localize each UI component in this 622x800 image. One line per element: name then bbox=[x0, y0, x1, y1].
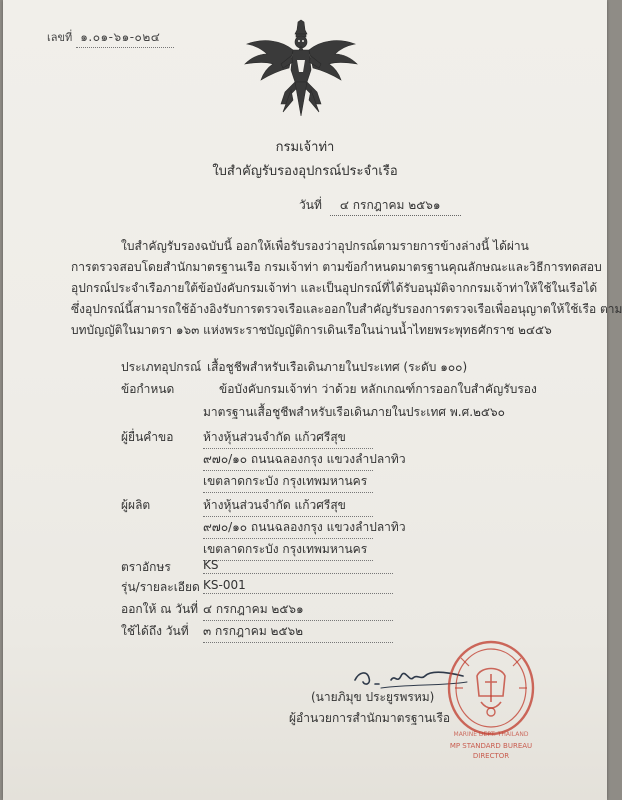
issued-date-value: ๔ กรกฎาคม ๒๕๖๑ bbox=[203, 600, 393, 621]
applicant-line-3: เขตลาดกระบัง กรุงเทพมหานคร bbox=[203, 472, 373, 493]
regulation-line-2: มาตรฐานเสื้อชูชีพสำหรับเรือเดินภายในประเทศ พ.ศ.๒๕๖๐ bbox=[203, 405, 505, 419]
applicant-label: ผู้ยื่นคำขอ bbox=[121, 430, 174, 444]
document-number-label: เลขที่ bbox=[47, 31, 73, 44]
garuda-emblem-icon bbox=[241, 20, 361, 120]
department-name: กรมเจ้าท่า bbox=[275, 140, 335, 155]
applicant-line-1: ห้างหุ้นส่วนจำกัด แก้วศรีสุข bbox=[203, 428, 373, 449]
valid-until-value: ๓ กรกฎาคม ๒๕๖๒ bbox=[203, 622, 393, 643]
signer-position: ผู้อำนวยการสำนักมาตรฐานเรือ bbox=[289, 711, 451, 725]
signer-name: (นายภิมุข ประยูรพรหม) bbox=[311, 690, 435, 704]
seal-bureau-text: MP STANDARD BUREAU bbox=[449, 742, 533, 750]
regulation-label: ข้อกำหนด bbox=[121, 382, 175, 396]
applicant-line-2: ๙๗๐/๑๐ ถนนฉลองกรุง แขวงลำปลาทิว bbox=[203, 450, 373, 471]
certificate-title: ใบสำคัญรับรองอุปกรณ์ประจำเรือ bbox=[212, 164, 398, 179]
brand-label: ตราอักษร bbox=[121, 560, 171, 574]
model-value: KS-001 bbox=[203, 578, 393, 594]
manufacturer-line-2: ๙๗๐/๑๐ ถนนฉลองกรุง แขวงลำปลาทิว bbox=[203, 518, 373, 539]
equipment-type-value: เสื้อชูชีพสำหรับเรือเดินภายในประเทศ (ระดับ ๑๐๐) bbox=[207, 360, 468, 374]
document-number bbox=[47, 28, 174, 48]
regulation-line-1: ข้อบังคับกรมเจ้าท่า ว่าด้วย หลักเกณฑ์การออกใบสำคัญรับรอง bbox=[219, 382, 537, 396]
body-line: ซึ่งอุปกรณ์นี้สามารถใช้อ้างอิงรับการตรวจเรือและออกใบสำคัญรับรองการตรวจเรือเพื่ออนุญาตให้ใช้เรือ ตาม bbox=[71, 302, 622, 316]
marine-department-seal-icon bbox=[441, 636, 541, 764]
manufacturer-line-1: ห้างหุ้นส่วนจำกัด แก้วศรีสุข bbox=[203, 496, 373, 517]
issued-date-label: ออกให้ ณ วันที่ bbox=[121, 602, 199, 616]
model-label: รุ่น/รายละเอียด bbox=[121, 580, 200, 594]
seal-department-text: MARINE DEPT. THAILAND bbox=[453, 731, 529, 738]
body-line: อุปกรณ์ประจำเรือภายใต้ข้อบังคับกรมเจ้าท่า และเป็นอุปกรณ์ที่ได้รับอนุมัติจากกรมเจ้าท่าให้ใช้ในเรือได้ bbox=[71, 281, 598, 295]
valid-until-label: ใช้ได้ถึง วันที่ bbox=[121, 624, 189, 638]
equipment-type-label: ประเภทอุปกรณ์ bbox=[121, 360, 202, 374]
brand-value: KS bbox=[203, 558, 393, 574]
date-label: วันที่ bbox=[299, 198, 322, 212]
body-line: ใบสำคัญรับรองฉบับนี้ ออกให้เพื่อรับรองว่าอุปกรณ์ตามรายการข้างล่างนี้ ได้ผ่าน bbox=[121, 239, 529, 253]
document-number-value: ๑.๐๑-๖๑-๐๒๔ bbox=[76, 28, 174, 48]
body-line: บทบัญญัติในมาตรา ๑๖๓ แห่งพระราชบัญญัติการเดินเรือในน่านน้ำไทยพระพุทธศักราช ๒๔๕๖ bbox=[71, 323, 552, 337]
body-line: การตรวจสอบโดยสำนักมาตรฐานเรือ กรมเจ้าท่า ตามข้อกำหนดมาตรฐานคุณลักษณะและวิธีการทดสอบ bbox=[71, 260, 602, 274]
certificate-body bbox=[71, 236, 622, 341]
manufacturer-label: ผู้ผลิต bbox=[121, 498, 151, 512]
seal-director-text: DIRECTOR bbox=[472, 752, 510, 760]
certificate-page bbox=[3, 0, 622, 800]
manufacturer-line-3: เขตลาดกระบัง กรุงเทพมหานคร bbox=[203, 540, 373, 561]
issue-date bbox=[299, 196, 461, 216]
date-value: ๔ กรกฎาคม ๒๕๖๑ bbox=[330, 196, 461, 216]
